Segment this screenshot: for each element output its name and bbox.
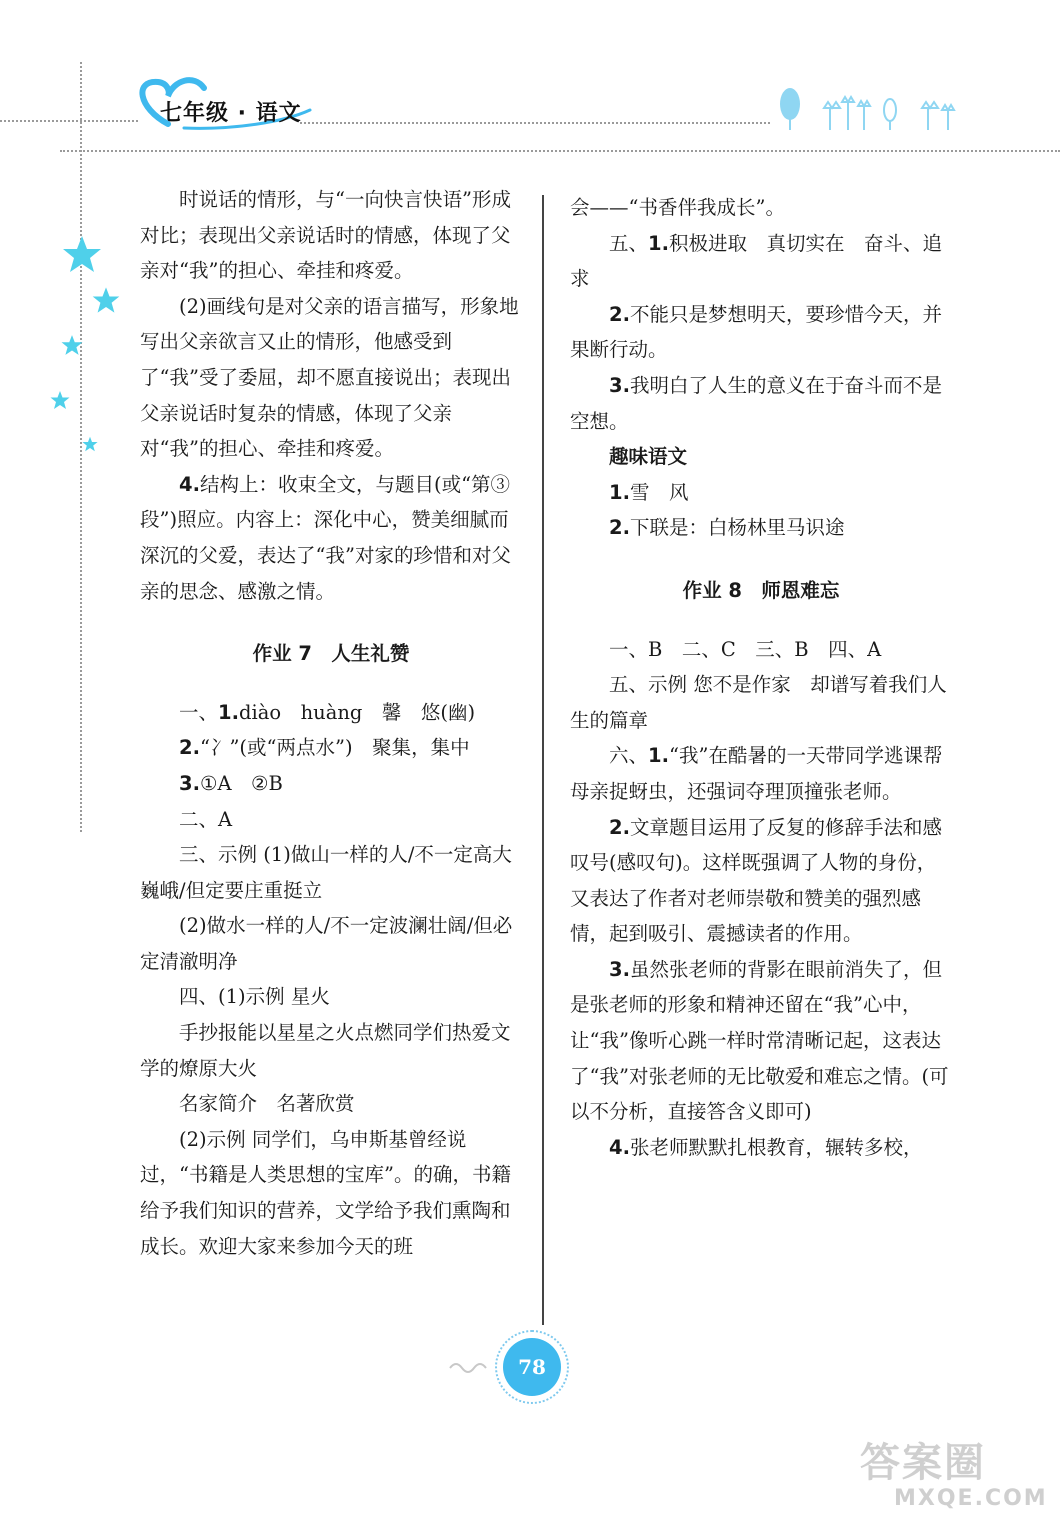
answer-text: 下联是：白杨林里马识途 <box>629 516 845 540</box>
page-number: 78 <box>503 1338 561 1396</box>
watermark-url: MXQE.COM <box>894 1486 1048 1511</box>
answer-paragraph <box>140 837 522 908</box>
answer-number: 2. <box>179 736 200 760</box>
answer-number: 1. <box>648 231 669 255</box>
answer-text: 我明白了人生的意义在于奋斗而不是空想。 <box>570 373 942 433</box>
answer-number: 1. <box>609 480 630 504</box>
answer-text: 四、(1)示例 星火 <box>179 985 330 1009</box>
answer-number: 4. <box>609 1135 630 1159</box>
answer-number: 2. <box>609 815 630 839</box>
header-dotted-line-upper <box>0 120 138 122</box>
star-icon <box>62 234 102 274</box>
answer-paragraph <box>570 1130 952 1166</box>
answer-text: 结构上：收束全文，与题目(或“第③段”)照应。内容上：深化中心，赞美细腻而深沉的父爱，表达了“我”对家的珍惜和对父亲的思念、感激之情。 <box>140 472 511 603</box>
answer-number: 3. <box>609 957 630 981</box>
answer-paragraph <box>140 766 522 802</box>
subsection-heading: 趣味语文 <box>609 445 688 469</box>
answer-text: 虽然张老师的背影在眼前消失了，但是张老师的形象和精神还留在“我”心中，让“我”像听心跳一样时常清晰记起，这表达了“我”对张老师的无比敬爱和难忘之情。(可以不分析，直接答含义即可) <box>570 957 949 1124</box>
answer-paragraph <box>570 475 952 511</box>
answer-text: 三、示例 (1)做山一样的人/不一定高大巍峨/但定要庄重挺立 <box>140 843 512 902</box>
answer-prefix: 六、 <box>609 744 649 768</box>
answer-text: 积极进取 真切实在 奋斗、追求 <box>570 231 943 291</box>
answer-paragraph <box>140 1122 522 1264</box>
column-separator <box>542 195 544 1325</box>
star-icon <box>50 390 70 410</box>
header-title: 七年级 · 语文 <box>160 101 302 126</box>
left-column <box>140 182 522 1264</box>
answer-paragraph <box>140 908 522 979</box>
right-column <box>570 190 952 1165</box>
answer-paragraph <box>570 667 952 738</box>
answer-paragraph <box>140 979 522 1015</box>
answer-text: (2)示例 同学们，乌申斯基曾经说过，“书籍是人类思想的宝库”。的确，书籍给予我们知识的营养，文学给予我们熏陶和成长。欢迎大家来参加今天的班 <box>140 1127 511 1258</box>
tree-icon <box>780 88 800 130</box>
answer-paragraph <box>570 810 952 952</box>
answer-number: 4. <box>179 472 200 496</box>
flower-decoration <box>772 86 972 136</box>
answer-number: 2. <box>609 302 630 326</box>
flower-icon <box>922 102 954 130</box>
answer-text: ①A ②B <box>199 771 283 795</box>
answer-paragraph <box>570 190 952 226</box>
answer-paragraph <box>140 730 522 766</box>
answer-number: 3. <box>179 771 200 795</box>
answer-paragraph <box>570 510 952 546</box>
answer-paragraph <box>140 695 522 731</box>
answer-text: 雪 风 <box>629 480 689 504</box>
answer-paragraph <box>140 1086 522 1122</box>
answer-paragraph <box>140 182 522 289</box>
answer-number: 3. <box>609 373 630 397</box>
star-icon <box>92 286 120 314</box>
answer-text: (2)做水一样的人/不一定波澜壮阔/但必定清澈明净 <box>140 914 513 973</box>
answer-paragraph <box>140 289 522 467</box>
watermark-logo-text: 答案圈 <box>860 1440 986 1486</box>
answer-paragraph <box>570 368 952 439</box>
answer-paragraph <box>570 297 952 368</box>
answer-number: 2. <box>609 516 630 540</box>
answer-text: 张老师默默扎根教育，辗转多校， <box>629 1135 923 1159</box>
answer-prefix: 五、 <box>609 231 649 255</box>
answer-text: 文章题目运用了反复的修辞手法和感叹号(感叹句)。这样既强调了人物的身份，又表达了作者对老师崇敬和赞美的强烈感情，起到吸引、震撼读者的作用。 <box>570 815 942 946</box>
answer-text: 二、A <box>179 807 233 831</box>
answer-text: 不能只是梦想明天，要珍惜今天，并果断行动。 <box>570 302 942 362</box>
answer-text: 五、示例 您不是作家 却谱写着我们人生的篇章 <box>570 673 947 732</box>
header-dotted-line-right <box>300 122 770 124</box>
watermark <box>860 1440 1048 1511</box>
answer-paragraph <box>140 467 522 609</box>
answer-prefix: 一、 <box>179 700 219 724</box>
answer-text: 会——“书香伴我成长”。 <box>570 196 785 219</box>
answer-paragraph <box>140 1015 522 1086</box>
answer-text: 一、B 二、C 三、B 四、A <box>609 637 882 661</box>
answer-number: 1. <box>648 744 669 768</box>
answer-paragraph <box>570 952 952 1130</box>
section-title: 作业 8 师恩难忘 <box>682 578 840 602</box>
answer-text: “我”在酷暑的一天带同学逃课帮母亲捉蚜虫，还强词夺理顶撞张老师。 <box>570 744 943 803</box>
answer-text: 名家简介 名著欣赏 <box>179 1092 355 1116</box>
header-dotted-line-lower <box>60 150 1060 152</box>
answer-text: “冫”(或“两点水”) 聚集，集中 <box>199 736 470 760</box>
page-number-decoration <box>446 1356 500 1380</box>
answer-text: (2)画线句是对父亲的语言描写，形象地写出父亲欲言又止的情形，他感受到了“我”受了委屈，却不愿直接说出；表现出父亲说话时复杂的情感，体现了父亲对“我”的担心、牵挂和疼爱。 <box>140 294 519 461</box>
section-title: 作业 7 人生礼赞 <box>252 642 410 666</box>
answer-text: diào huàng 馨 悠(幽) <box>239 700 476 724</box>
answer-paragraph <box>570 632 952 668</box>
answer-paragraph <box>570 738 952 809</box>
answer-paragraph <box>570 226 952 297</box>
star-icon <box>82 436 98 452</box>
answer-text: 手抄报能以星星之火点燃同学们热爱文学的燎原大火 <box>140 1021 511 1080</box>
flower-icon <box>824 97 870 130</box>
answer-number: 1. <box>218 700 239 724</box>
answer-paragraph <box>140 802 522 838</box>
answer-text: 时说话的情形，与“一向快言快语”形成对比；表现出父亲说话时的情感，体现了父亲对“我”的担心、牵挂和疼爱。 <box>140 188 511 283</box>
star-icon <box>61 334 83 356</box>
tree-icon <box>884 99 896 130</box>
